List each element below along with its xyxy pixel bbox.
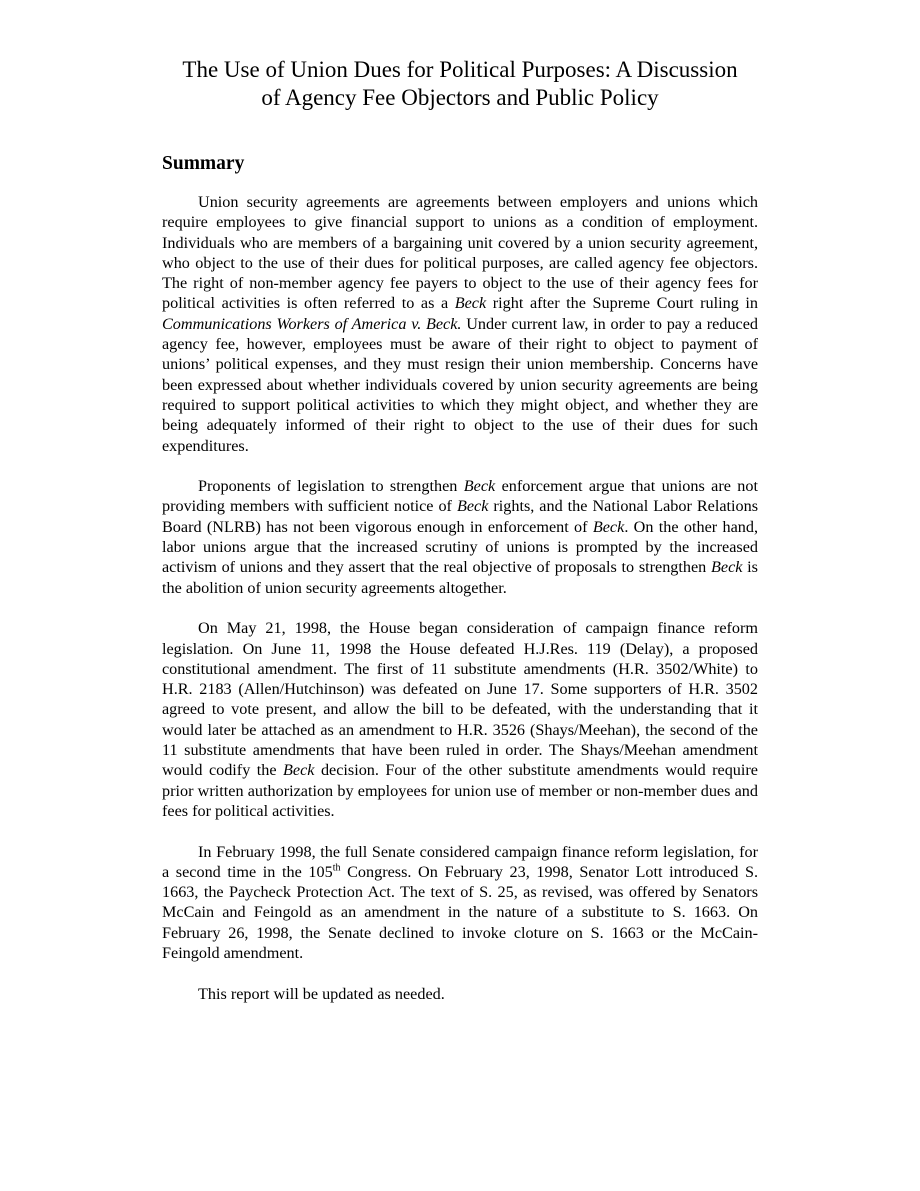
summary-paragraph-3: On May 21, 1998, the House began consideration of campaign finance reform legislation. On June 11, 1998 the House defeated H.J.Res. 119 (Delay), a proposed constitutional amendment. The first of 11 substitute amendments (H.R. 3502/White) to H.R. 2183 (Allen/Hutchinson) was defeated on June 17. Some supporters of H.R. 3502 agreed to vote present, and allow the bill to be defeated, with the understanding that it would later be attached as an amendment to H.R. 3526 (Shays/Meehan), the second of the 11 substitute amendments that have been ruled in order. The Shays/Meehan amendment would codify the Beck decision. Four of the other substitute amendments would require prior written authorization by employees for union use of member or non-member dues and fees for political activities. [162, 619, 758, 820]
summary-paragraph-5: This report will be updated as needed. [198, 984, 445, 1003]
summary-paragraph-4: In February 1998, the full Senate considered campaign finance reform legislation, for a second time in the 105th Congress. On February 23, 1998, Senator Lott introduced S. 1663, the Paycheck Protection Act. The text of S. 25, as revised, was offered by Senators McCain and Feingold as an amendment in the nature of a substitute to S. 1663. On February 26, 1998, the Senate declined to invoke cloture on S. 1663 or the McCain-Feingold amendment. [162, 842, 759, 962]
document-page [162, 56, 758, 1004]
summary-heading: Summary [162, 153, 245, 174]
summary-paragraph-1: Union security agreements are agreements between employers and unions which require employees to give financial support to unions as a condition of employment. Individuals who are members of a bargaining unit covered by a union security agreement, who object to the use of their dues for political purposes, are called agency fee objectors. The right of non-member agency fee payers to object to the use of their agency fees for political activities is often referred to as a Beck right after the Supreme Court ruling in Communications Workers of America v. Beck. Under current law, in order to pay a reduced agency fee, however, employees must be aware of their right to object to payment of unions’ political expenses, and they must resign their union membership. Concerns have been expressed about whether individuals covered by union security agreements are being required to support political activities to which they might object, and whether they are being adequately informed of their right to object to the use of their dues for such expenditures. [162, 193, 758, 455]
document-title-line-2: of Agency Fee Objectors and Public Policy [261, 85, 659, 110]
summary-paragraph-2: Proponents of legislation to strengthen Beck enforcement argue that unions are not providing members with sufficient notice of Beck rights, and the National Labor Relations Board (NLRB) has not been vigorous enough in enforcement of Beck. On the other hand, labor unions argue that the increased scrutiny of unions is prompted by the increased activism of unions and they assert that the real objective of proposals to strengthen Beck is the abolition of union security agreements altogether. [162, 477, 758, 597]
document-title-line-1: The Use of Union Dues for Political Purposes: A Discussion [182, 57, 738, 82]
document-title [162, 56, 758, 112]
